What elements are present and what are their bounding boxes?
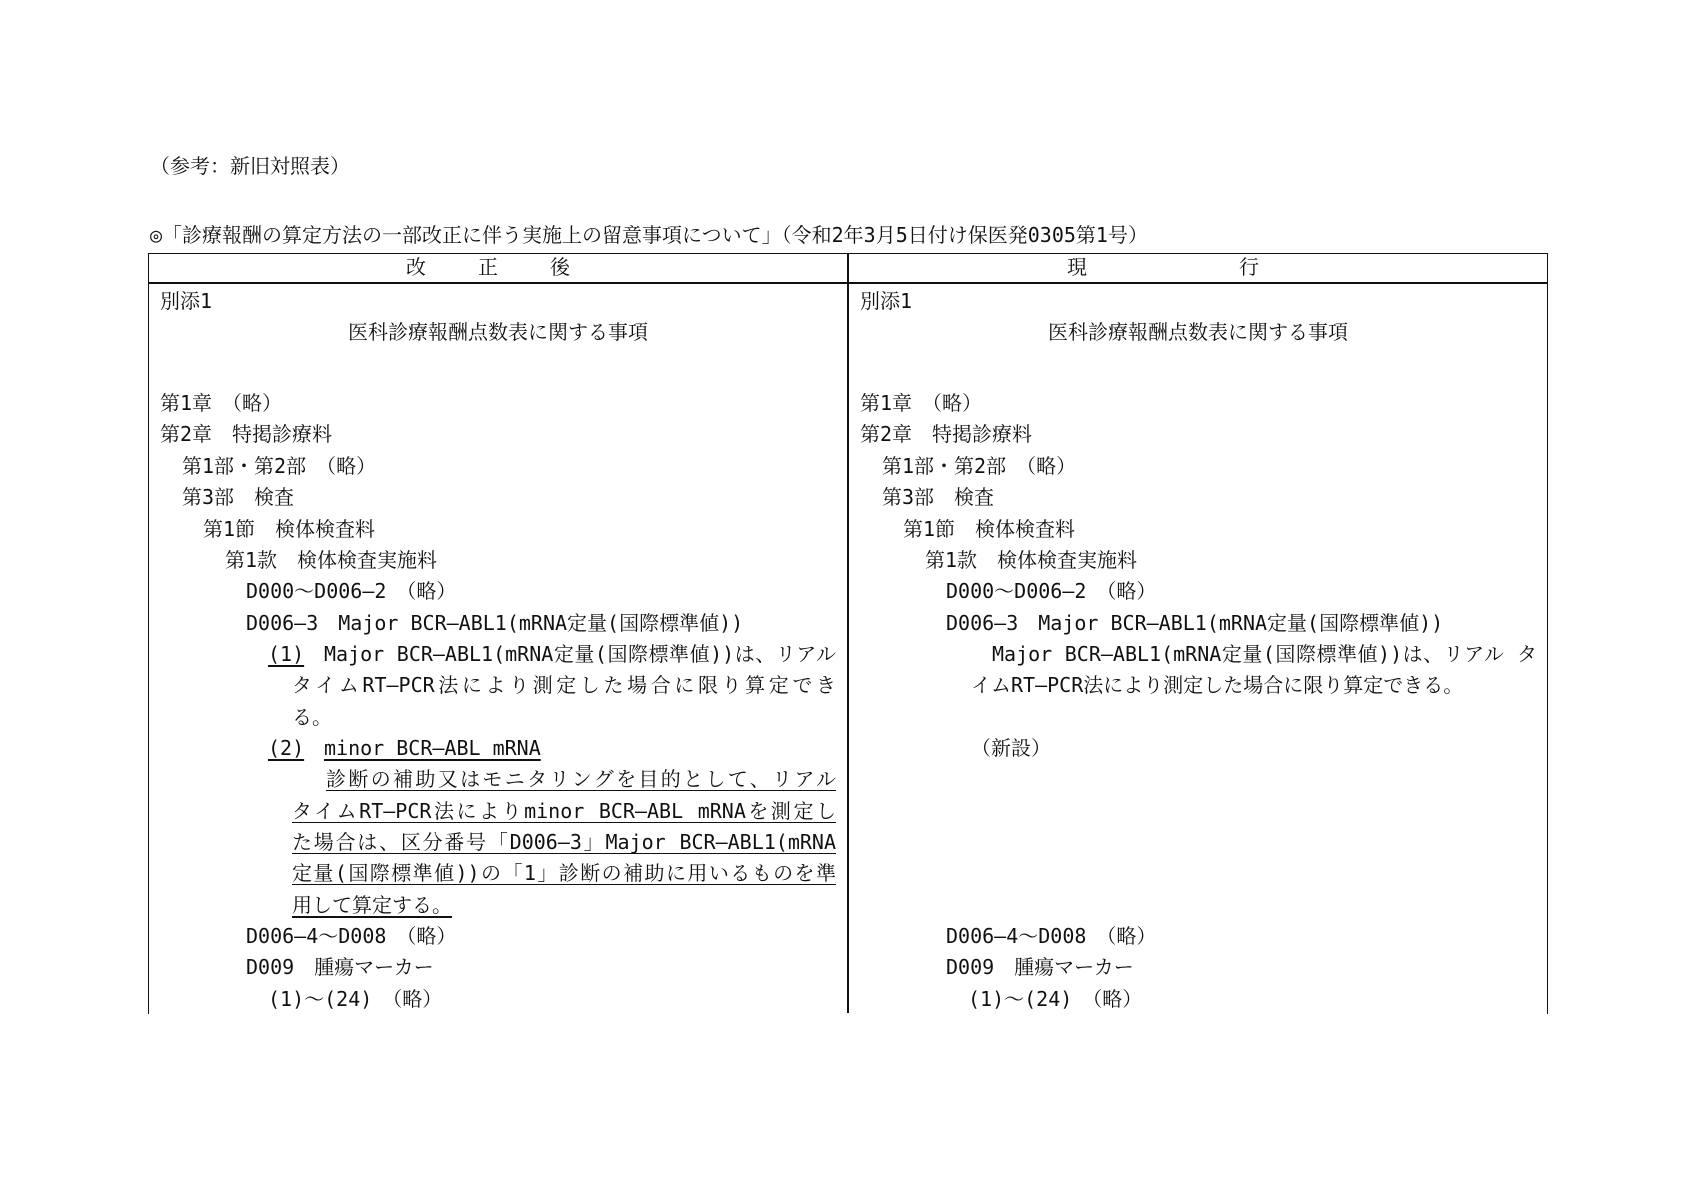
clause-2-text: タイムRT―PCR法によりminor BCR―ABL mRNAを測定し bbox=[292, 799, 836, 823]
reference-label: （参考：新旧対照表） bbox=[150, 154, 350, 178]
item-d006-4: D006―4～D008 （略） bbox=[946, 924, 1157, 948]
column-divider bbox=[847, 253, 849, 1013]
item-d009: D009 腫瘍マーカー bbox=[246, 955, 434, 979]
subsection-1: 第1款 検体検査実施料 bbox=[225, 548, 438, 572]
part-1-2: 第1部・第2部 （略） bbox=[882, 454, 1077, 478]
chapter-2: 第2章 特掲診療料 bbox=[160, 422, 333, 446]
clause-number: (1) bbox=[268, 642, 305, 666]
item-d009: D009 腫瘍マーカー bbox=[946, 955, 1134, 979]
section-1: 第1節 検体検査料 bbox=[903, 517, 1076, 541]
clause-number: (2) bbox=[268, 736, 305, 760]
clause-1 bbox=[268, 642, 304, 666]
document-title: ◎「診療報酬の算定方法の一部改正に伴う実施上の留意事項について」（令和2年3月5日付け保医発0305第1号） bbox=[150, 223, 1148, 247]
new-provision-label: （新設） bbox=[971, 736, 1051, 760]
part-1-2: 第1部・第2部 （略） bbox=[182, 454, 377, 478]
clause-1-text: Major BCR―ABL1(mRNA定量(国際標準値))は、リアル bbox=[324, 642, 836, 666]
clause-1-24: (1)～(24) （略） bbox=[968, 987, 1143, 1011]
clause-2 bbox=[268, 736, 304, 760]
item-d006-3: D006―3 Major BCR―ABL1(mRNA定量(国際標準値)) bbox=[246, 611, 744, 635]
subsection-1: 第1款 検体検査実施料 bbox=[925, 548, 1138, 572]
item-d000: D000～D006―2 （略） bbox=[946, 579, 1157, 603]
chapter-1: 第1章 （略） bbox=[860, 391, 983, 415]
clause-2-text: 用して算定する。 bbox=[292, 893, 452, 917]
header-current: 現 行 bbox=[1066, 255, 1330, 279]
clause-2-title: minor BCR―ABL mRNA bbox=[324, 736, 541, 760]
chapter-2: 第2章 特掲診療料 bbox=[860, 422, 1033, 446]
item-d000: D000～D006―2 （略） bbox=[246, 579, 457, 603]
item-d006-3: D006―3 Major BCR―ABL1(mRNA定量(国際標準値)) bbox=[946, 611, 1444, 635]
clause-2-text: 定量(国際標準値))の「1」診断の補助に用いるものを準 bbox=[292, 861, 836, 885]
item-d006-4: D006―4～D008 （略） bbox=[246, 924, 457, 948]
item-d006-3-text: Major BCR―ABL1(mRNA定量(国際標準値))は、リアル タ bbox=[992, 642, 1537, 666]
header-revised: 改 正 後 bbox=[405, 255, 591, 279]
chapter-1: 第1章 （略） bbox=[160, 391, 283, 415]
clause-2-text: 診断の補助又はモニタリングを目的として、リアル bbox=[326, 767, 836, 791]
part-3: 第3部 検査 bbox=[182, 485, 295, 509]
section-1: 第1節 検体検査料 bbox=[203, 517, 376, 541]
annex-label: 別添1 bbox=[160, 289, 213, 313]
clause-1-text-cont: タイムRT―PCR法により測定した場合に限り算定でき bbox=[292, 673, 836, 697]
part-3: 第3部 検査 bbox=[882, 485, 995, 509]
annex-label: 別添1 bbox=[860, 289, 913, 313]
clause-1-text-end: る。 bbox=[292, 705, 332, 729]
clause-2-text: た場合は、区分番号「D006―3」Major BCR―ABL1(mRNA bbox=[292, 830, 836, 854]
clause-1-24: (1)～(24) （略） bbox=[268, 987, 443, 1011]
item-d006-3-text-cont: イムRT―PCR法により測定した場合に限り算定できる。 bbox=[971, 673, 1464, 697]
section-heading: 医科診療報酬点数表に関する事項 bbox=[1048, 320, 1348, 344]
section-heading: 医科診療報酬点数表に関する事項 bbox=[348, 320, 648, 344]
